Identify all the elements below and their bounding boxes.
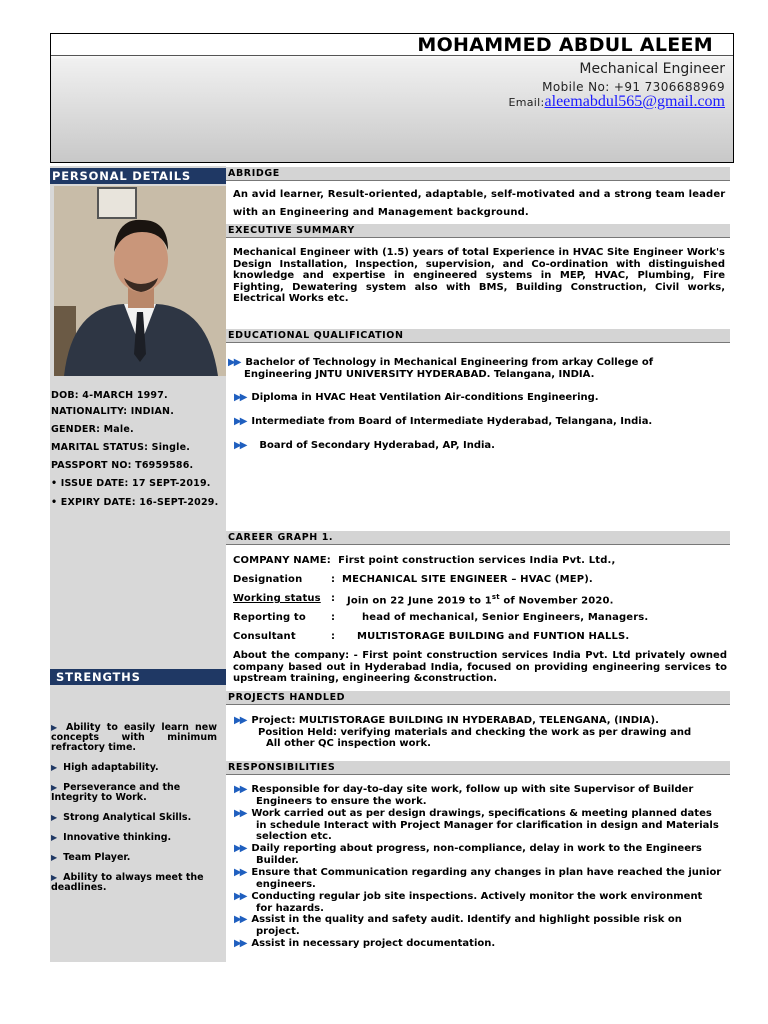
responsibility-item: ▶▶ Daily reporting about progress, non-compliance, delay in work to the Engineers Builder.	[234, 843, 702, 866]
nationality: NATIONALITY: INDIAN.	[51, 406, 175, 417]
responsibility-item: ▶▶ Assist in necessary project documentation.	[234, 938, 496, 949]
education-heading: EDUCATIONAL QUALIFICATION	[226, 329, 730, 343]
education-item: ▶▶ Diploma in HVAC Heat Ventilation Air-conditions Engineering.	[234, 392, 599, 403]
reporting-colon: :	[331, 612, 336, 623]
strength-item: ▶ Strong Analytical Skills.	[51, 812, 192, 823]
strength-item: ▶ High adaptability.	[51, 762, 159, 773]
email-link[interactable]: aleemabdul565@gmail.com	[544, 93, 725, 110]
strength-item: ▶ Ability to always meet the deadlines.	[51, 872, 204, 893]
double-arrow-icon: ▶▶	[234, 416, 246, 427]
profile-photo	[54, 186, 226, 376]
strength-item: ▶ Team Player.	[51, 852, 131, 863]
consultant-value: MULTISTORAGE BUILDING and FUNTION HALLS.	[357, 631, 630, 642]
triangle-icon: ▶	[51, 853, 58, 862]
candidate-name: MOHAMMED ABDUL ALEEM	[417, 34, 713, 56]
double-arrow-icon: ▶▶	[234, 715, 246, 726]
responsibility-item: ▶▶ Work carried out as per design drawings, specifications & meeting planned dates in schedule Interact with Project Manager for clarification in design and Materials selection etc.	[234, 808, 719, 842]
responsibility-item: ▶▶ Responsible for day-to-day site work, follow up with site Supervisor of Builder Engineers to ensure the work.	[234, 784, 694, 807]
responsibilities-heading: RESPONSIBILITIES	[226, 761, 730, 775]
reporting-label: Reporting to	[233, 612, 306, 623]
email-label: Email:	[508, 96, 545, 109]
strength-item: ▶ Innovative thinking.	[51, 832, 172, 843]
passport-issue-date: • ISSUE DATE: 17 SEPT-2019.	[51, 478, 211, 489]
double-arrow-icon: ▶▶	[234, 808, 246, 819]
projects-heading: PROJECTS HANDLED	[226, 691, 730, 705]
designation-label: Designation	[233, 574, 303, 585]
responsibility-item: ▶▶ Conducting regular job site inspections. Actively monitor the work environment for hazards.	[234, 891, 703, 914]
abridge-heading: ABRIDGE	[226, 167, 730, 181]
dob: DOB: 4-MARCH 1997.	[51, 390, 168, 401]
abridge-line-1: An avid learner, Result-oriented, adaptable, self-motivated and a strong team leader	[233, 189, 726, 200]
double-arrow-icon: ▶▶	[234, 891, 246, 902]
consultant-label: Consultant	[233, 631, 296, 642]
gender: GENDER: Male.	[51, 424, 134, 435]
double-arrow-icon: ▶▶	[234, 843, 246, 854]
responsibility-item: ▶▶ Assist in the quality and safety audit. Identify and highlight possible risk on project.	[234, 914, 682, 937]
email-row	[509, 93, 726, 111]
double-arrow-icon: ▶▶	[228, 357, 240, 368]
working-status-value: Join on 22 June 2019 to 1st of November 2020.	[347, 593, 614, 607]
working-status-colon: :	[331, 593, 336, 604]
double-arrow-icon: ▶▶	[234, 784, 246, 795]
consultant-colon: :	[331, 631, 336, 642]
triangle-icon: ▶	[51, 763, 58, 772]
double-arrow-icon: ▶▶	[234, 392, 246, 403]
triangle-icon: ▶	[51, 723, 60, 732]
double-arrow-icon: ▶▶	[234, 440, 246, 451]
resume-header	[50, 33, 734, 163]
strength-item: ▶ Perseverance and the Integrity to Work.	[51, 782, 181, 803]
double-arrow-icon: ▶▶	[234, 914, 246, 925]
responsibility-item: ▶▶ Ensure that Communication regarding any changes in plan have reached the junior engineers.	[234, 867, 722, 890]
mobile-number: Mobile No: +91 7306688969	[542, 80, 725, 94]
designation-value: MECHANICAL SITE ENGINEER – HVAC (MEP).	[342, 574, 593, 585]
executive-summary-text: Mechanical Engineer with (1.5) years of total Experience in HVAC Site Engineer Work's Design Installation, Inspection, supervision, and Co-ordination with distinguished knowledge and expertise in engineered systems in MEP, HVAC, Plumbing, Fire Fighting, Dewatering system also with BMS, Building Construction, Civil works, Electrical Works etc.	[233, 247, 725, 304]
project-item: ▶▶ Project: MULTISTORAGE BUILDING IN HYDERABAD, TELENGANA, (INDIA). Position Held: verifying materials and checking the work as per drawing and All other QC inspection work.	[234, 715, 692, 749]
designation-colon: :	[331, 574, 336, 585]
triangle-icon: ▶	[51, 813, 58, 822]
strengths-heading: STRENGTHS	[50, 669, 226, 685]
double-arrow-icon: ▶▶	[234, 867, 246, 878]
education-item: ▶▶ Intermediate from Board of Intermediate Hyderabad, Telangana, India.	[234, 416, 653, 427]
passport-expiry-date: • EXPIRY DATE: 16-SEPT-2029.	[51, 497, 219, 508]
triangle-icon: ▶	[51, 833, 58, 842]
career-heading: CAREER GRAPH 1.	[226, 531, 730, 545]
triangle-icon: ▶	[51, 783, 58, 792]
education-item: ▶▶ Board of Secondary Hyderabad, AP, India.	[234, 440, 495, 451]
double-arrow-icon: ▶▶	[234, 938, 246, 949]
personal-details-heading: PERSONAL DETAILS	[50, 168, 226, 184]
reporting-value: head of mechanical, Senior Engineers, Managers.	[362, 612, 649, 623]
education-item: ▶▶ Bachelor of Technology in Mechanical Engineering from arkay College of Engineering JNTU UNIVERSITY HYDERABAD. Telangana, INDIA.	[228, 357, 654, 380]
passport-number: PASSPORT NO: T6959586.	[51, 460, 194, 471]
abridge-line-2: with an Engineering and Management background.	[233, 207, 529, 218]
triangle-icon: ▶	[51, 873, 58, 882]
strength-item: ▶ Ability to easily learn new concepts with minimum refractory time.	[51, 722, 217, 753]
company-about: About the company: - First point construction services India Pvt. Ltd privately owned company based out in Hyderabad India, focused on providing engineering services to upstream training, engineering &construction.	[233, 650, 727, 684]
marital-status: MARITAL STATUS: Single.	[51, 442, 191, 453]
candidate-title: Mechanical Engineer	[579, 61, 725, 77]
working-status-label: Working status	[233, 593, 321, 604]
company-row: COMPANY NAME: First point construction services India Pvt. Ltd.,	[233, 555, 616, 566]
executive-summary-heading: EXECUTIVE SUMMARY	[226, 224, 730, 238]
